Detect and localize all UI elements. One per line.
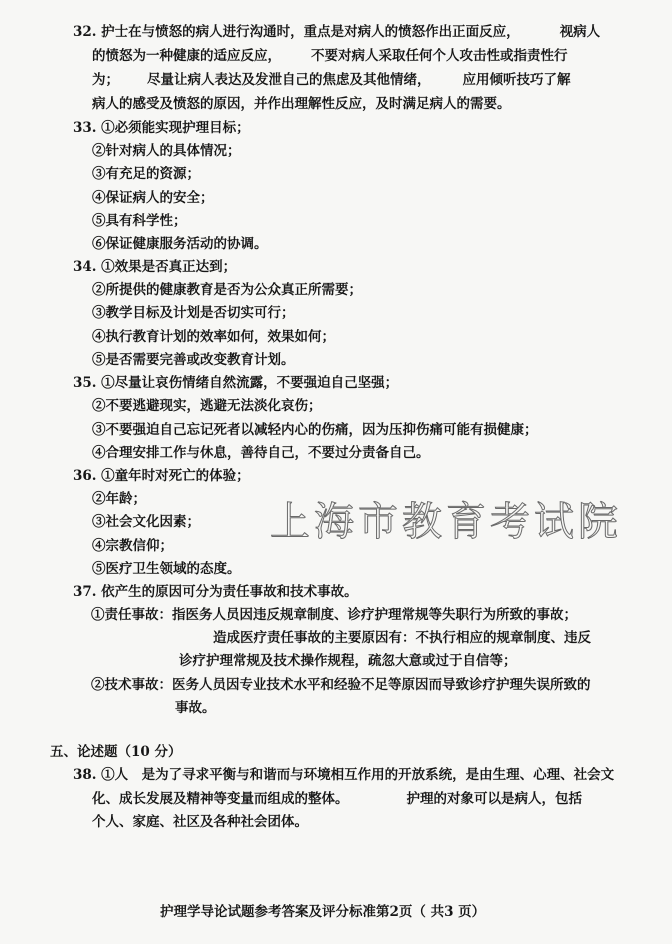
q37-intro: 37. 依产生的原因可分为责任事故和技术事故。	[73, 584, 358, 600]
q32-line-4: 病人的感受及愤怒的原因，并作出理解性反应，及时满足病人的需要。	[92, 96, 511, 112]
q36-line-1: 36. ①童年时对死亡的体验；	[73, 468, 250, 484]
q34-line-2: ②所提供的健康教育是否为公众真正所需要；	[92, 282, 362, 298]
q33-line-2: ②针对病人的具体情况；	[92, 143, 241, 159]
q32-line-2: 的愤怒为一种健康的适应反应， 不要对病人采取任何个人攻击性或指责性行	[92, 48, 568, 64]
q34-line-1: 34. ①效果是否真正达到；	[73, 259, 237, 275]
q35-line-4: ④合理安排工作与休息，善待自己，不要过分责备自己。	[92, 445, 430, 461]
q37-a-line-1: ①责任事故：指医务人员因违反规章制度、诊疗护理常规等失职行为所致的事故；	[91, 607, 577, 623]
q35-line-2: ②不要逃避现实，逃避无法淡化哀伤；	[92, 398, 322, 414]
q38-line-3: 个人、家庭、社区及各种社会团体。	[92, 814, 308, 830]
q36-line-5: ⑤医疗卫生领域的态度。	[92, 561, 241, 577]
q36-line-3: ③社会文化因素；	[92, 514, 200, 530]
q32-line-3: 为； 尽量让病人表达及发泄自己的焦虑及其他情绪， 应用倾听技巧了解	[92, 72, 571, 88]
q32-line-1: 32. 护士在与愤怒的病人进行沟通时，重点是对病人的愤怒作出正面反应， 视病人	[73, 24, 601, 40]
watermark-text: 上海市教育考试院	[270, 499, 622, 545]
q33-line-3: ③有充足的资源；	[92, 166, 200, 182]
q37-b-line-2: 事故。	[175, 700, 216, 716]
section-5-heading: 五、论述题（10 分）	[50, 744, 182, 760]
q38-line-2: 化、成长发展及精神等变量而组成的整体。 护理的对象可以是病人，包括	[92, 791, 582, 807]
q36-line-4: ④宗教信仰；	[92, 538, 173, 554]
q34-line-5: ⑤是否需要完善或改变教育计划。	[92, 352, 295, 368]
q33-line-5: ⑤具有科学性；	[92, 213, 187, 229]
q34-line-4: ④执行教育计划的效率如何，效果如何；	[92, 329, 335, 345]
page-footer: 护理学导论试题参考答案及评分标准第2页（ 共3 页）	[160, 904, 486, 920]
q33-line-4: ④保证病人的安全；	[92, 190, 214, 206]
q38-line-1: 38. ①人 是为了寻求平衡与和谐而与环境相互作用的开放系统，是由生理、心理、社会文	[73, 767, 615, 783]
q35-line-1: 35. ①尽量让哀伤情绪自然流露，不要强迫自己坚强；	[73, 375, 399, 391]
q36-line-2: ②年龄；	[92, 491, 146, 507]
q35-line-3: ③不要强迫自己忘记死者以减轻内心的伤痛，因为压抑伤痛可能有损健康；	[92, 422, 538, 438]
q33-line-6: ⑥保证健康服务活动的协调。	[92, 236, 268, 252]
q37-a-line-2: 造成医疗责任事故的主要原因有：不执行相应的规章制度、违反	[213, 630, 591, 646]
q37-b-line-1: ②技术事故：医务人员因专业技术水平和经验不足等原因而导致诊疗护理失误所致的	[91, 677, 591, 693]
q37-a-line-3: 诊疗护理常规及技术操作规程，疏忽大意或过于自信等；	[179, 653, 517, 669]
q34-line-3: ③教学目标及计划是否切实可行；	[92, 305, 295, 321]
q33-line-1: 33. ①必须能实现护理目标；	[73, 120, 250, 136]
